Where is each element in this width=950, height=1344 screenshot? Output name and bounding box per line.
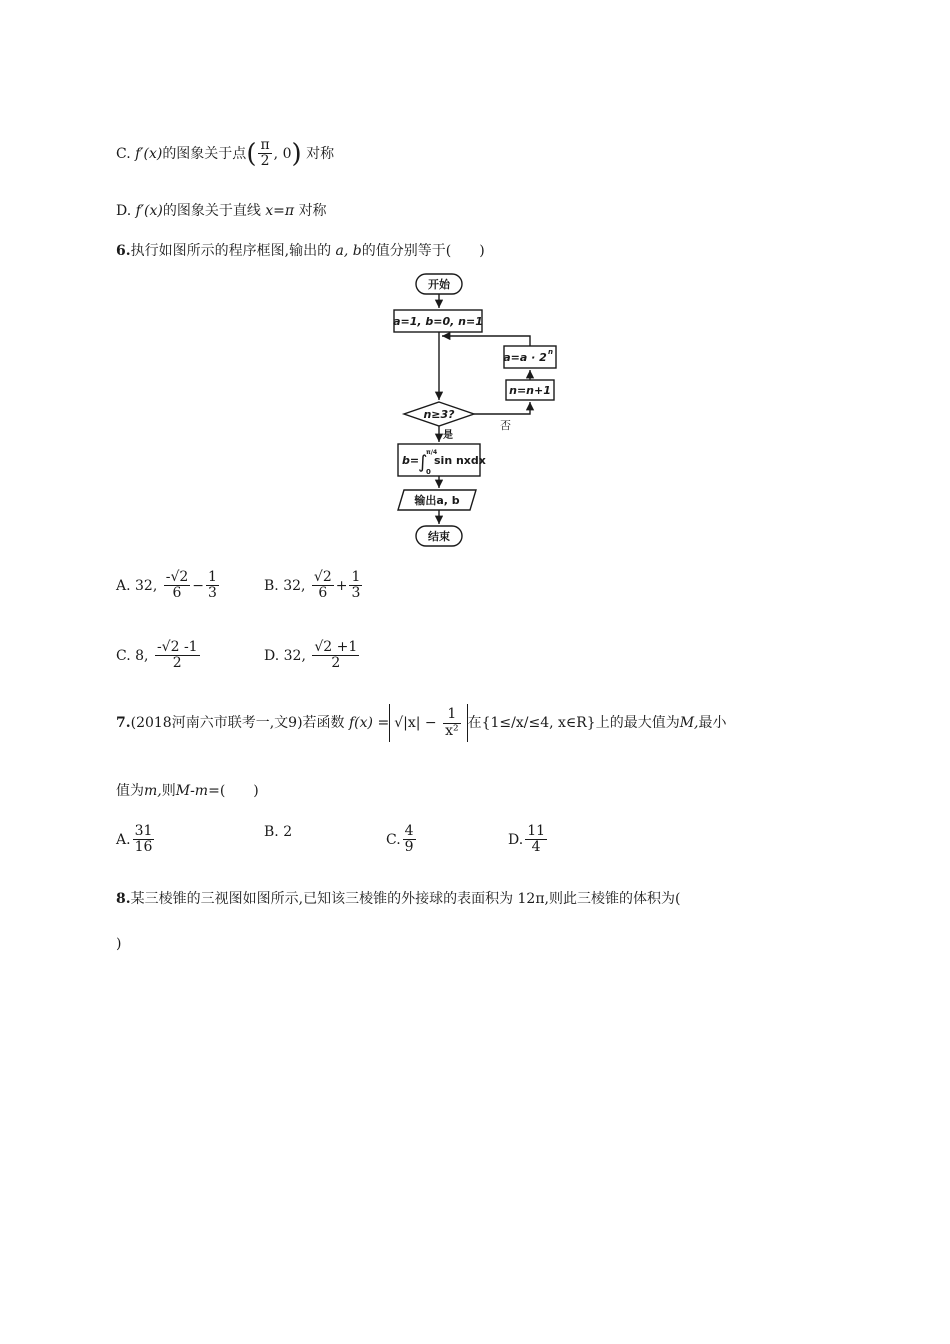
- option-label: B. 2: [264, 824, 293, 840]
- operator: −: [424, 715, 437, 731]
- q8-stem-line2: [116, 936, 121, 952]
- line-equation: x=π: [265, 203, 295, 219]
- coord-zero: , 0: [273, 145, 292, 162]
- question-source: (2018河南六市联考一,文9)若函数: [130, 715, 345, 731]
- var-M: M,: [679, 715, 699, 731]
- fraction: $\frac{1}{3}$: [351, 569, 361, 602]
- option-label: D.: [116, 203, 132, 219]
- question-text-end: 最小: [698, 715, 727, 731]
- operator: +: [335, 577, 348, 594]
- q6-stem: [116, 240, 485, 260]
- function-expr: f′(x): [135, 145, 163, 162]
- fraction: $\frac{4}{9}$: [404, 823, 414, 856]
- denominator: 2: [260, 153, 270, 170]
- fraction: $\frac{√2}{6}$: [313, 569, 332, 602]
- answer-paren: ): [116, 936, 122, 952]
- option-label: C.: [116, 145, 131, 162]
- fraction: $\frac{31}{16}$: [134, 823, 153, 856]
- absolute-expr: [389, 704, 467, 742]
- update-a-label: a=a · 2: [503, 351, 547, 364]
- end-label: 结束: [428, 530, 450, 543]
- q7-option-d: [508, 824, 549, 856]
- start-label: 开始: [428, 278, 450, 291]
- init-label: a=1, b=0, n=1: [393, 315, 483, 328]
- option-label: A.: [116, 831, 131, 848]
- answer-paren: ( ): [219, 783, 259, 799]
- option-suffix: 对称: [298, 203, 327, 219]
- function-expr: f′(x): [135, 203, 163, 219]
- question-text: 执行如图所示的程序框图,输出的: [130, 243, 332, 259]
- option-text: 的图象关于直线: [162, 203, 261, 219]
- integral-lower: 0: [426, 468, 431, 476]
- numerator: π: [260, 137, 270, 153]
- fraction: $\frac{1}{\text{x²}}$: [445, 706, 459, 739]
- fraction: [258, 138, 271, 170]
- fraction: $\frac{√2 +1}{2}$: [314, 639, 358, 672]
- yes-label: 是: [443, 430, 453, 441]
- integral-sign: ∫: [418, 452, 428, 473]
- fraction: $\frac{11}{4}$: [527, 823, 546, 856]
- question-vars: a, b: [335, 243, 362, 259]
- option-label: B. 32,: [264, 577, 306, 594]
- operator: −: [192, 577, 205, 594]
- fraction: $\frac{1}{3}$: [208, 569, 217, 602]
- function-expr: f(x) =: [349, 715, 390, 731]
- option-label: D. 32,: [264, 647, 306, 664]
- question-text: 某三棱锥的三视图如图所示,已知该三棱锥的外接球的表面积为 12π,则此三棱锥的体积为(: [130, 891, 681, 907]
- question-number: 8.: [116, 891, 131, 907]
- question-text-end: 的值分别等于( ): [361, 243, 485, 259]
- q7-stem: [116, 704, 727, 742]
- q8-stem: [116, 888, 680, 908]
- fraction: $\frac{-√2}{6}$: [165, 569, 189, 602]
- option-suffix: 对称: [306, 145, 335, 162]
- fraction: $\frac{-√2 -1}{2}$: [156, 639, 198, 672]
- question-number: 6.: [116, 243, 131, 259]
- option-label: A. 32,: [116, 577, 158, 594]
- q6-option-b: [264, 570, 364, 602]
- integral-upper: π/4: [426, 449, 438, 456]
- output-label: 输出a, b: [414, 494, 460, 507]
- integral-b: b=: [402, 454, 420, 467]
- q5-option-d: [116, 200, 327, 220]
- integral-expr: sin nxdx: [434, 454, 486, 467]
- q7-option-a: [116, 824, 156, 856]
- no-label: 否: [500, 419, 511, 432]
- update-a-sup: n: [548, 348, 553, 356]
- expression: M-m=: [175, 783, 220, 799]
- option-label: D.: [508, 831, 524, 848]
- option-label: C.: [386, 831, 401, 848]
- option-label: C. 8,: [116, 647, 149, 664]
- question-text: 在{1≤/x/≤4, x∈R}上的最大值为: [467, 715, 680, 731]
- q7-option-c: [386, 824, 418, 856]
- question-number: 7.: [116, 715, 131, 731]
- q5-option-c: [116, 138, 334, 170]
- question-text: 值为: [116, 783, 144, 799]
- question-text: 则: [161, 783, 176, 799]
- paren-left: (: [246, 138, 257, 169]
- flowchart: [380, 268, 580, 553]
- q6-option-a: [116, 570, 221, 602]
- decision-label: n≥3?: [423, 408, 455, 421]
- q6-option-d: [264, 640, 361, 672]
- paren-right: ): [291, 138, 302, 169]
- q6-option-c: [116, 640, 202, 672]
- q7-stem-line2: [116, 780, 259, 800]
- sqrt-expr: √|x|: [394, 715, 421, 731]
- update-n-label: n=n+1: [509, 384, 551, 397]
- var-m: m,: [144, 783, 162, 799]
- option-text: 的图象关于点: [162, 145, 247, 162]
- q7-option-b: [264, 824, 292, 840]
